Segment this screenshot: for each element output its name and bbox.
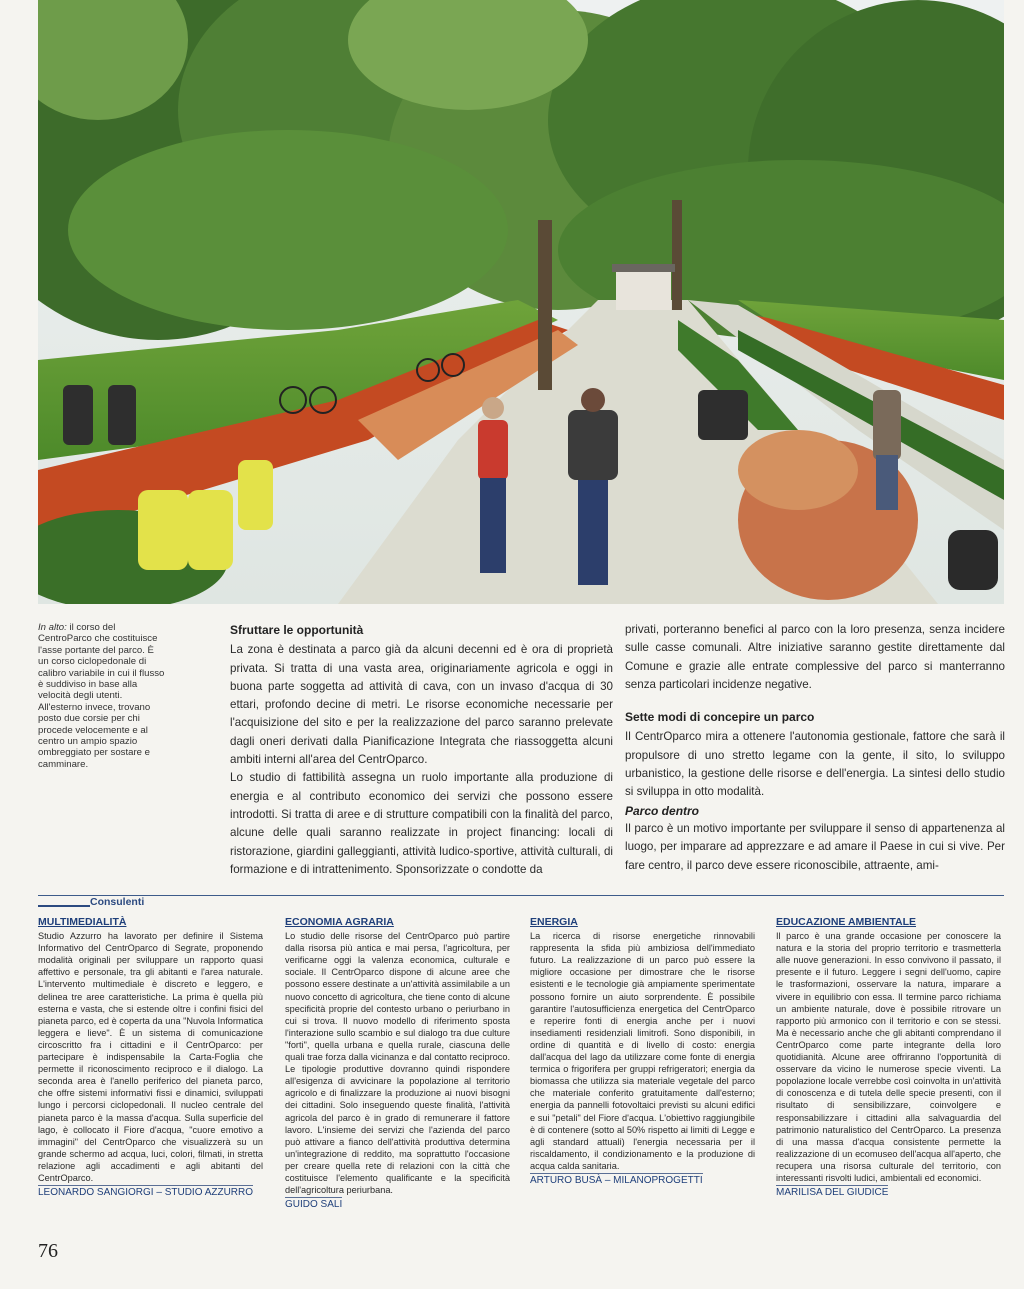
consultant-box-educazione-ambientale xyxy=(776,916,1001,1199)
consultant-box-title: MULTIMEDIALITÀ xyxy=(38,916,127,928)
consultant-box-text: La ricerca di risorse energetiche rinnovabili rappresenta la sfida più ambiziosa dell'immediato futuro. La realizzazione di un parco può essere la migliore occasione per dimostrare che le risorse esistenti e le tecnologie già ampiamente sperimentate possono fornire un aiuto sorprendente. È possibile garantire l'autosufficienza energetica del CentrOparco e reperire fonti di energia anche per i nuovi insediamenti residenziali limitrofi. Sono disponibili, in ordine di quantità e di livello di costo: energia dall'acqua del lago da utilizzare come fonte di energia termica o frigorifera per gruppi refrigeratori; energia da biomassa che utilizza sia materiale vegetale del parco che materiale conferito gratuitamente dall'esterno; energia da pannelli fotovoltaici previsti su alcuni edifici e sui "petali" del Fiore d'acqua. L'obiettivo raggiungibile è di contenere (sotto al 50% rispetto ai limiti di Legge e agli standard attuali) l'energia necessaria per il riscaldamento, il condizionamento e la produzione di acqua calda sanitaria. xyxy=(530,931,755,1171)
caption-lead: In alto: xyxy=(38,622,67,633)
paragraph: privati, porteranno benefici al parco con la loro presenza, senza incidere sulle casse comunali. Altre iniziative saranno gestite direttamente dal Comune e grazie alle entrate complessive del parco si manterranno senza particolari incidenze negative. xyxy=(625,623,1005,691)
section-heading-opportunita: Sfruttare le opportunità xyxy=(230,623,364,637)
consultant-box-title: ECONOMIA AGRARIA xyxy=(285,916,394,928)
consultant-box-economia-agraria xyxy=(285,916,510,1211)
consultant-box-energia xyxy=(530,916,755,1187)
page-number: 76 xyxy=(38,1240,58,1262)
consultant-box-text: Studio Azzurro ha lavorato per definire il Sistema Informativo del CentrOparco di Segrate, proponendo modalità originali per sviluppare un rapporto quasi affettivo e personale, tra gli abitanti e l'area naturale. L'intervento multimediale è discreto e leggero, e delinea tre aree caratteristiche. La prima è quella più esterna e vasta, che si estende oltre i confini fisici del pianeta parco, ed è coperta da una "Nuvola Informatica leggera e lieve". È un sistema di comunicazione circoscritto fra i cittadini e il CentrOparco: per partecipare è indispensabile la Carta-Foglia che permette il riconoscimento reciproco e il dialogo. La seconda area è l'anello periferico del pianeta parco, che offre sistemi informativi fissi e dinamici, sviluppati lungo i percorsi ciclopedonali. Il nucleo centrale del pianeta parco è la massa d'acqua. Sulla superficie del lago, è collocato il Fiore d'acqua, "cuore emotivo a immagini" del CentrOparco che visualizzerà su un grande schermo ad acqua, luci, colori, filmati, in stretta relazione agli accadimenti e agli abitanti del CentrOparco. xyxy=(38,931,263,1183)
caption-text: il corso del CentroParco che costituisce l'asse portante del parco. È un corso ciclopedonale di calibro variabile in cui il flusso è suddiviso in base alla velocità degli utenti. All'esterno invece, trovano posto due corsie per chi procede velocemente e al centro un ampio spazio ombreggiato per sostare e camminare. xyxy=(38,622,165,770)
park-illustration xyxy=(38,0,1004,604)
article-column-right xyxy=(625,621,1005,875)
consulenti-divider xyxy=(38,895,1004,896)
consulenti-accent-bar xyxy=(38,905,90,907)
consulenti-label: Consulenti xyxy=(90,896,145,908)
paragraph: Il parco è un motivo importante per sviluppare il senso di appartenenza al luogo, per imparare ad apprezzare e ad amare il Paese in cui si vive. Per fare centro, il parco deve essere riconoscibile, attraente, ami- xyxy=(625,821,1005,872)
consultant-box-title: EDUCAZIONE AMBIENTALE xyxy=(776,916,916,928)
consultant-box-author: LEONARDO SANGIORGI – STUDIO AZZURRO xyxy=(38,1187,254,1199)
consultant-box-text: Il parco è una grande occasione per conoscere la natura e la storia del proprio territorio e trasmetterla alle nuove generazioni. In esso convivono il passato, il presente e il futuro. Leggere i segni dell'uomo, capire le trasformazioni, osservare la natura, imparare a vivere in equilibrio con essa. Il termine parco richiama un ambiente naturale, dove è possibile ritrovare un rapporto più armonico con il territorio e con se stessi. Ma è necessario anche che gli abitanti comprendano il CentrOparco come parte integrante della loro quotidianità. Alcune aree offriranno l'opportunità di osservare da vicino le numerose specie viventi. La popolazione locale verrebbe così coinvolta in un'attività di conoscenza e di tutela delle specie presenti, con il risultato di sensibilizzare, coinvolgere e responsabilizzare i cittadini alla salvaguardia del patrimonio naturalistico del CentrOparco. La presenza di una massa d'acqua consistente permette la realizzazione di un ecomuseo dell'acqua all'aperto, che recupera una risorsa culturale del territorio, con interessanti risvolti ludici, ambientali ed economici. xyxy=(776,931,1001,1183)
photo-caption xyxy=(38,622,166,770)
section-heading-sette-modi: Sette modi di concepire un parco xyxy=(625,710,815,725)
consultant-box-multimedialita xyxy=(38,916,263,1199)
paragraph: La zona è destinata a parco già da alcuni decenni ed è ora di proprietà privata. Si tratta di una vasta area, originariamente agricola e oggi in buona parte soggetta ad attività di cava, con un invaso d'acqua di 30 ettari, profondo decine di metri. Le risorse economiche necessarie per l'acquisizione del sito e per la realizzazione del parco saranno prelevate dagli oneri derivati dalla Pianificazione Integrata che riassoggetta alcuni ambiti interni all'area del CentrOparco. xyxy=(230,643,613,767)
consultant-box-author: ARTURO BUSÀ – MILANOPROGETTI xyxy=(530,1174,703,1186)
article-column-left xyxy=(230,621,613,879)
paragraph: Il CentrOparco mira a ottenere l'autonomia gestionale, fattore che sarà il propulsore di uno stretto legame con la gente, il sito, lo sviluppo urbanistico, la gestione delle risorse e dell'energia. La sintesi dello studio si sviluppa in otto modalità. xyxy=(625,730,1005,799)
paragraph: Lo studio di fattibilità assegna un ruolo importante alla produzione di energia e al contributo economico dei servizi che possono essere introdotti. Si tratta di aree e di strutture compatibili con la finalità del parco, alcune delle quali saranno realizzate in project financing: locali di ristorazione, giardini galleggianti, attività ludico-sportive, attività culturali, di formazione e di intrattenimento. Sponsorizzate o condotte da xyxy=(230,771,613,876)
subheading-parco-dentro: Parco dentro xyxy=(625,803,700,818)
consultant-box-author: GUIDO SALI xyxy=(285,1199,343,1211)
consultant-box-title: ENERGIA xyxy=(530,916,578,928)
consultant-box-text: Lo studio delle risorse del CentrOparco può partire dalla risorsa più antica e mai persa, l'agricoltura, per verificarne oggi la valenza economica, culturale e sociale. Il CentrOparco dispone di alcune aree che possono essere destinate a un'attività assimilabile a un nuovo concetto di agricoltura, che tiene conto di alcune specificità proprie del contesto urbano o periurbano in cui si trova. Il nuovo modello di riferimento sposta l'interazione sullo scambio e sul dialogo tra due culture "forti", quella urbana e quella rurale, ciascuna delle quali trae forza dalla vicinanza e dal contatto reciproco. Le tipologie produttive dovranno quindi rispondere all'esigenza di avvicinare la popolazione al territorio agricolo e di finalizzare la produzione ai nuovi bisogni dei cittadini. Solo inseguendo queste finalità, l'attività agricola del parco è in grado di remunerare il fattore lavoro. L'insieme dei servizi che l'azienda del parco può attivare a fianco dell'attività produttiva determina un'integrazione di reddito, ma soprattutto l'occasione per creare quella rete di relazioni con la città che costituisce l'elemento qualificante e la specificità dell'agricoltura periurbana. xyxy=(285,931,510,1196)
consultant-box-author: MARILISA DEL GIUDICE xyxy=(776,1187,889,1199)
